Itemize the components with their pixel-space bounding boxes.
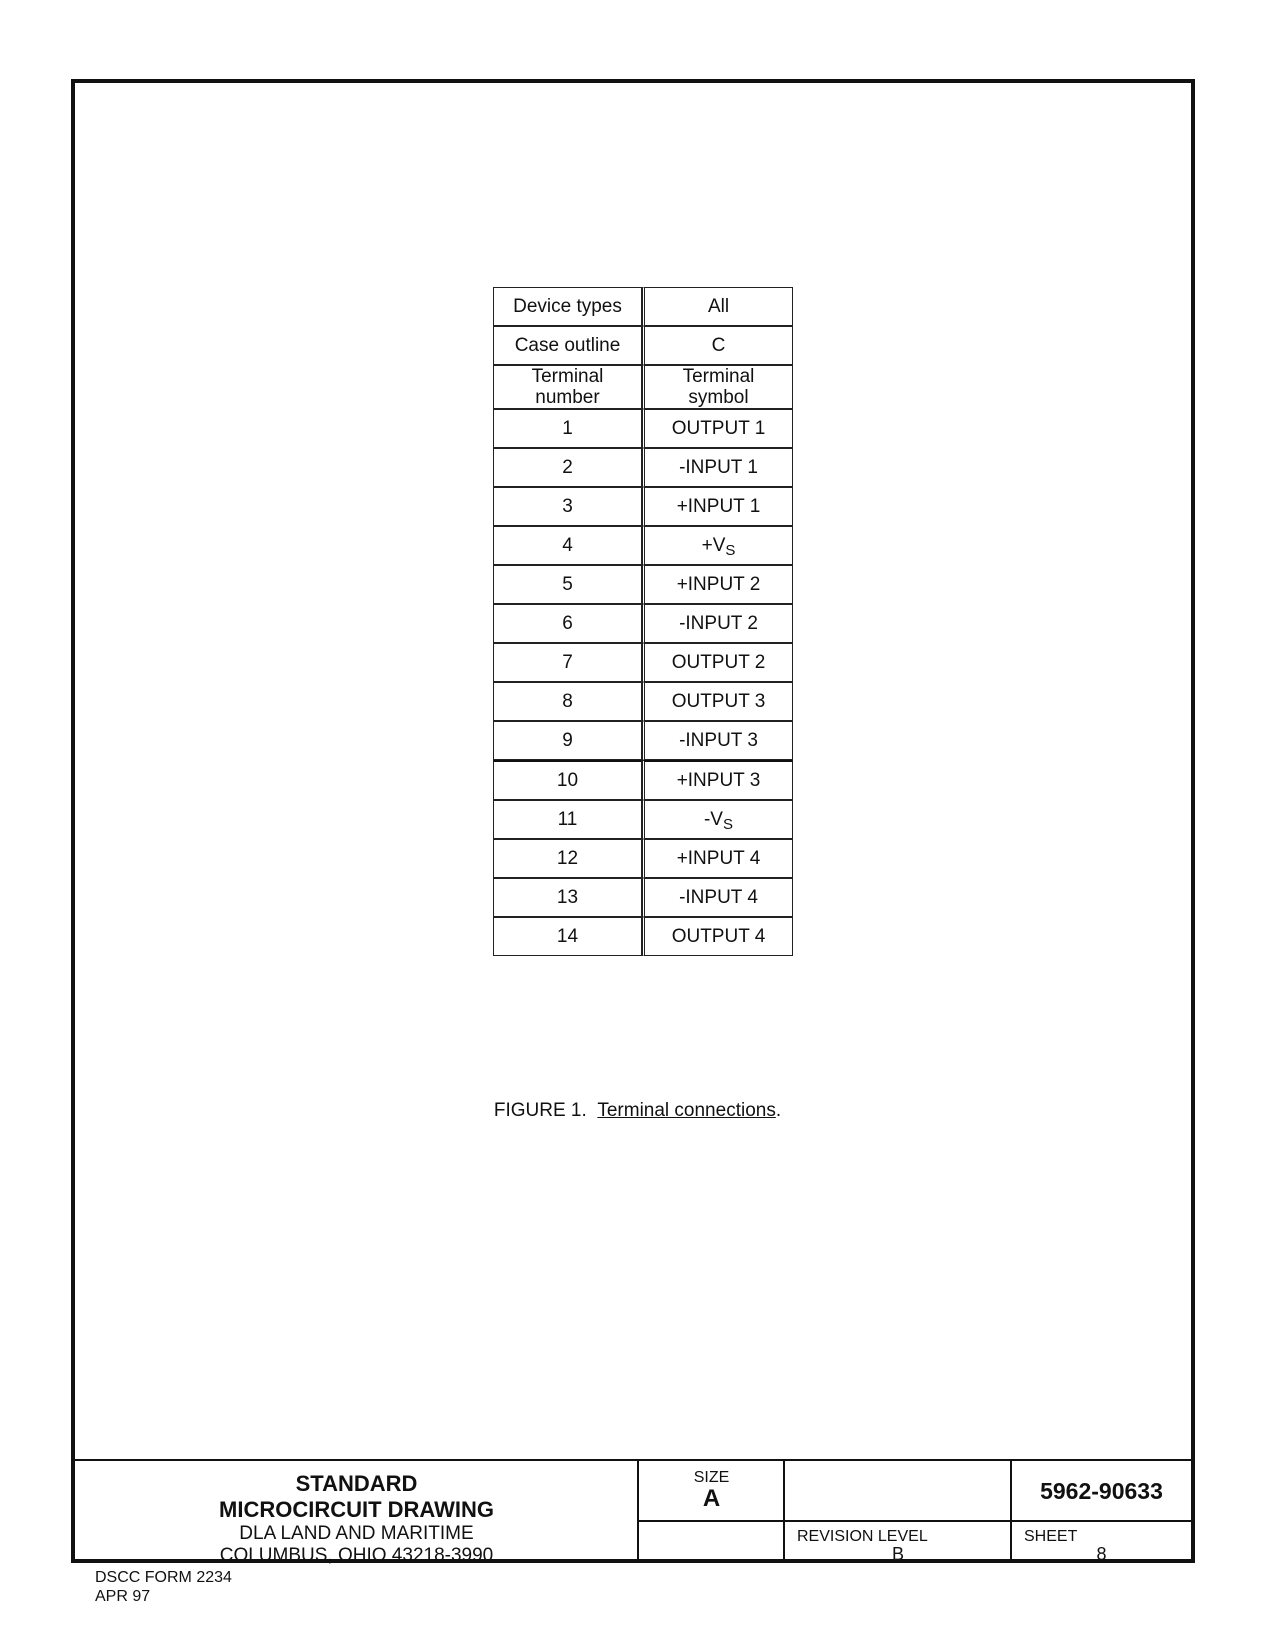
- terminal-symbol: [642, 448, 793, 487]
- figure-caption-suffix: .: [775, 1100, 782, 1121]
- terminal-symbol: [642, 917, 793, 956]
- terminal-number: 1: [493, 409, 642, 448]
- terminal-symbol-subscript: S: [725, 541, 736, 559]
- table-column-headers: [493, 365, 793, 409]
- terminal-symbol-header: [642, 365, 793, 409]
- terminal-symbol-text: -V: [703, 808, 723, 830]
- terminal-symbol: [642, 721, 793, 760]
- terminal-symbol: [642, 526, 793, 565]
- terminal-number: 4: [493, 526, 642, 565]
- device-types-value: All: [642, 287, 793, 326]
- terminal-symbol-text: -INPUT 3: [679, 730, 758, 751]
- table-row: [493, 409, 793, 448]
- terminal-symbol-text: +INPUT 2: [676, 574, 761, 595]
- terminal-number: 10: [493, 760, 642, 800]
- sheet-cell: [1012, 1522, 1191, 1564]
- form-identifier: [95, 1568, 232, 1606]
- org-address: COLUMBUS, OHIO 43218-3990: [219, 1545, 494, 1566]
- table-row: [493, 878, 793, 917]
- terminal-symbol: [642, 878, 793, 917]
- revision-value: B: [891, 1544, 904, 1564]
- terminal-symbol-text: OUTPUT 2: [671, 652, 766, 673]
- terminal-number: 3: [493, 487, 642, 526]
- table-row: [493, 800, 793, 839]
- case-outline-value: C: [642, 326, 793, 365]
- terminal-number: 2: [493, 448, 642, 487]
- terminal-number: 8: [493, 682, 642, 721]
- terminal-symbol-text: +INPUT 3: [676, 770, 761, 791]
- table-row: [493, 448, 793, 487]
- terminal-symbol-text: OUTPUT 3: [671, 691, 766, 712]
- terminal-number: 6: [493, 604, 642, 643]
- size-value: A: [702, 1485, 721, 1512]
- org-title-drawing: MICROCIRCUIT DRAWING: [219, 1497, 494, 1522]
- revision-cell: [785, 1522, 1011, 1564]
- terminal-symbol-text: OUTPUT 4: [671, 926, 766, 947]
- revision-label: REVISION LEVEL: [797, 1528, 928, 1545]
- form-number: DSCC FORM 2234: [95, 1569, 232, 1586]
- figure-caption-title: Terminal connections: [597, 1100, 776, 1121]
- figure-caption: [0, 1100, 1275, 1122]
- table-row: [493, 604, 793, 643]
- table-row-device-types: [493, 287, 793, 326]
- sheet-label: SHEET: [1024, 1528, 1078, 1545]
- device-types-label: Device types: [493, 287, 642, 326]
- organization-block: [75, 1461, 638, 1566]
- form-date: APR 97: [95, 1588, 151, 1605]
- terminal-symbol-subscript: S: [722, 815, 733, 833]
- terminal-number-header: [493, 365, 642, 409]
- terminal-number: 14: [493, 917, 642, 956]
- table-row-case-outline: [493, 326, 793, 365]
- terminal-number-header-text: Terminal number: [531, 366, 604, 408]
- size-label: SIZE: [693, 1469, 730, 1486]
- terminal-symbol-text: -INPUT 1: [679, 457, 758, 478]
- terminal-number: 9: [493, 721, 642, 760]
- table-row: [493, 917, 793, 956]
- org-name: DLA LAND AND MARITIME: [239, 1523, 474, 1544]
- table-row: [493, 487, 793, 526]
- terminal-symbol: [642, 800, 793, 839]
- table-row: [493, 721, 793, 760]
- terminal-symbol-header-text: Terminal symbol: [682, 366, 755, 408]
- terminal-symbol-text: -INPUT 4: [679, 887, 758, 908]
- terminal-symbol: [642, 565, 793, 604]
- org-title-standard: STANDARD: [295, 1471, 418, 1496]
- table-row: [493, 643, 793, 682]
- terminal-symbol-text: -INPUT 2: [679, 613, 758, 634]
- table-row: [493, 760, 793, 800]
- table-row: [493, 682, 793, 721]
- table-row: [493, 839, 793, 878]
- terminal-number: 11: [493, 800, 642, 839]
- table-row: [493, 526, 793, 565]
- terminal-symbol: [642, 604, 793, 643]
- figure-caption-prefix: FIGURE 1.: [493, 1100, 587, 1121]
- terminal-number: 7: [493, 643, 642, 682]
- terminal-symbol: [642, 839, 793, 878]
- sheet-value: 8: [1096, 1544, 1107, 1564]
- terminal-number: 12: [493, 839, 642, 878]
- table-row: [493, 565, 793, 604]
- terminal-symbol-text: +INPUT 4: [676, 848, 761, 869]
- document-number: 5962-90633: [1040, 1477, 1163, 1504]
- terminal-symbol-text: +V: [701, 534, 726, 556]
- terminal-number: 13: [493, 878, 642, 917]
- terminal-symbol: [642, 487, 793, 526]
- terminal-symbol: [642, 409, 793, 448]
- terminal-symbol-text: +INPUT 1: [676, 496, 761, 517]
- terminal-number: 5: [493, 565, 642, 604]
- terminal-symbol: [642, 682, 793, 721]
- terminal-symbol-text: OUTPUT 1: [671, 418, 766, 439]
- terminal-connections-table: [493, 287, 793, 956]
- terminal-symbol: [642, 760, 793, 800]
- size-cell: [639, 1461, 784, 1521]
- case-outline-label: Case outline: [493, 326, 642, 365]
- terminal-symbol: [642, 643, 793, 682]
- title-block: [75, 1459, 1191, 1566]
